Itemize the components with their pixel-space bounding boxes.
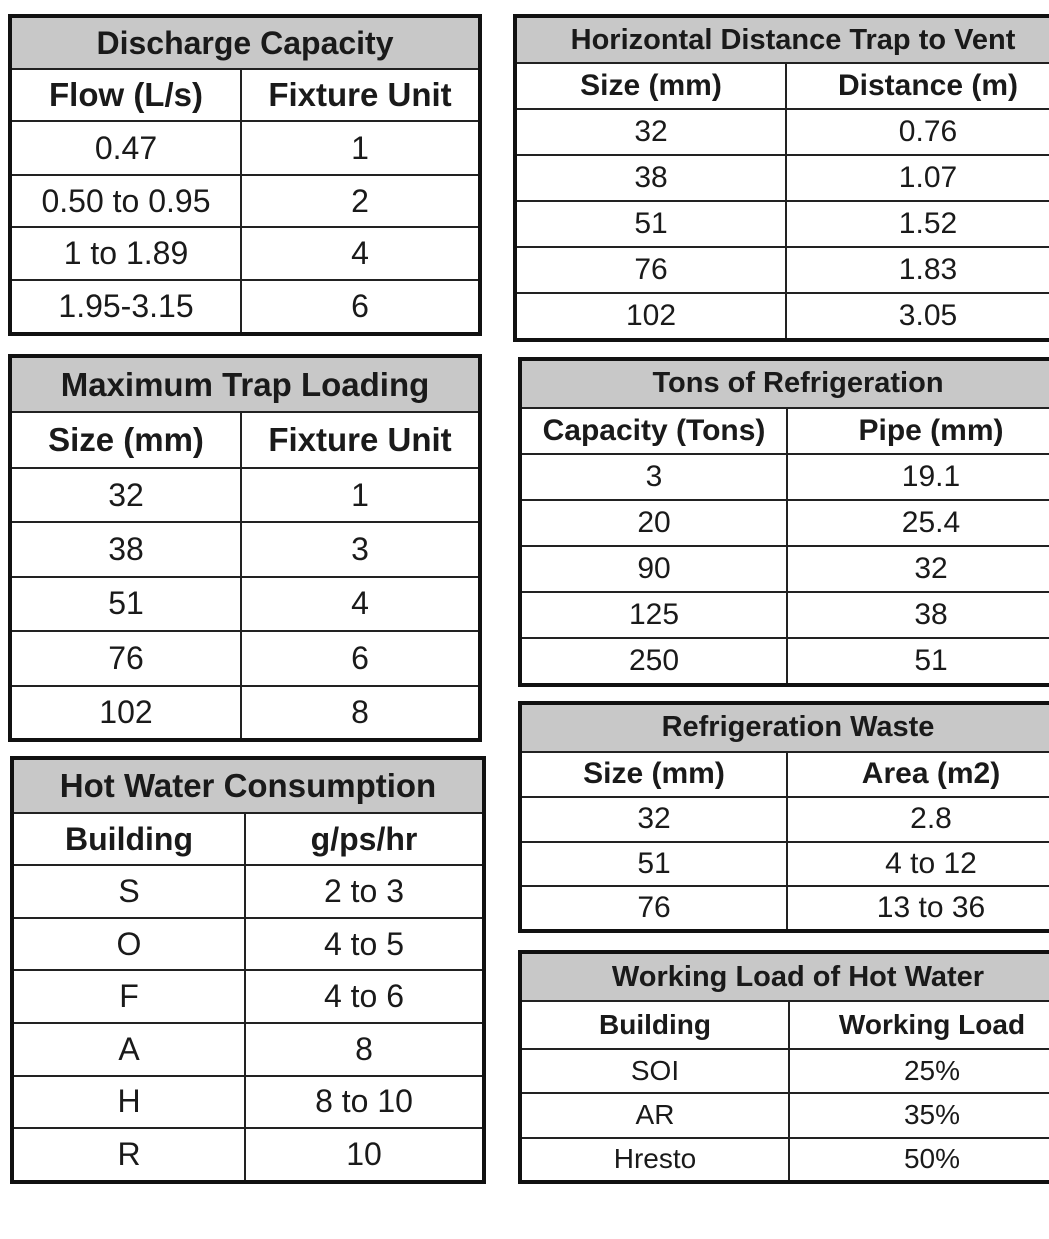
table-row [12, 687, 478, 738]
table-cell: 13 to 36 [876, 890, 986, 924]
table-cell: R [14, 1129, 246, 1180]
table-cell: 50% [903, 1143, 961, 1175]
table-title: Discharge Capacity [12, 18, 478, 70]
column-header: Working Load [838, 1008, 1026, 1040]
tons-of-refrigeration-table [518, 357, 1049, 687]
table-cell: 2.8 [910, 802, 952, 836]
table-cell: S [14, 866, 246, 917]
table-cell: 1 [351, 476, 369, 513]
table-cell: 8 [355, 1030, 373, 1067]
table-cell: 32 [12, 469, 242, 521]
table-row [517, 294, 1049, 338]
horizontal-distance-trap-to-vent-table [513, 14, 1049, 342]
table-cell: 2 to 3 [323, 873, 405, 910]
table-cell: 1 to 1.89 [12, 228, 242, 279]
table-cell: 76 [12, 632, 242, 684]
table-cell: SOI [522, 1050, 790, 1092]
table-cell: 32 [914, 551, 948, 585]
table-title: Horizontal Distance Trap to Vent [517, 18, 1049, 64]
table-row [522, 1050, 1049, 1094]
column-header: Pipe (mm) [858, 413, 1004, 447]
table-cell: 51 [914, 644, 948, 677]
table-cell: H [14, 1077, 246, 1128]
column-header: Capacity (Tons) [522, 409, 788, 453]
table-row [14, 1129, 482, 1180]
table-row [522, 593, 1049, 639]
table-row [522, 547, 1049, 593]
table-cell: F [14, 971, 246, 1022]
table-row [12, 469, 478, 523]
table-row [517, 156, 1049, 202]
table-row [12, 281, 478, 332]
table-cell: 6 [351, 639, 369, 676]
table-title: Hot Water Consumption [14, 760, 482, 814]
table-row [522, 1094, 1049, 1138]
table-cell: 32 [517, 110, 787, 154]
table-row [12, 523, 478, 577]
table-row [12, 578, 478, 632]
table-cell: 90 [522, 547, 788, 591]
table-row [12, 122, 478, 176]
table-cell: 6 [351, 287, 369, 324]
table-cell: 125 [522, 593, 788, 637]
table-cell: 102 [517, 294, 787, 338]
table-row [517, 202, 1049, 248]
table-row [14, 919, 482, 971]
table-row [522, 798, 1049, 843]
table-row [14, 1077, 482, 1130]
table-title: Refrigeration Waste [522, 705, 1049, 753]
table-row [517, 110, 1049, 156]
table-row [517, 248, 1049, 294]
table-cell: 3 [351, 530, 369, 567]
column-header: Building [14, 814, 246, 865]
hot-water-consumption-table [10, 756, 486, 1184]
table-title: Working Load of Hot Water [522, 954, 1049, 1002]
table-cell: 32 [522, 798, 788, 841]
table-header-row [14, 814, 482, 867]
discharge-capacity-table [8, 14, 482, 336]
table-cell: 51 [522, 843, 788, 885]
table-title: Maximum Trap Loading [12, 358, 478, 413]
table-cell: 38 [517, 156, 787, 200]
table-cell: 20 [522, 501, 788, 545]
working-load-of-hot-water-table [518, 950, 1049, 1184]
table-cell: 4 to 6 [323, 977, 405, 1014]
table-row [522, 639, 1049, 683]
table-cell: 76 [517, 248, 787, 292]
table-cell: 51 [517, 202, 787, 246]
table-cell: Hresto [522, 1139, 790, 1180]
table-cell: 8 [351, 693, 369, 730]
table-header-row [517, 64, 1049, 110]
table-cell: 0.47 [12, 122, 242, 174]
table-cell: 0.50 to 0.95 [12, 176, 242, 225]
table-cell: 0.76 [898, 115, 958, 148]
table-cell: 35% [903, 1099, 961, 1131]
table-cell: 4 [351, 585, 369, 622]
table-cell: 4 [351, 234, 369, 271]
column-header: g/ps/hr [310, 820, 418, 857]
maximum-trap-loading-table [8, 354, 482, 742]
table-row [522, 455, 1049, 501]
table-cell: 10 [346, 1136, 382, 1173]
table-row [14, 1024, 482, 1077]
table-cell: 51 [12, 578, 242, 630]
table-cell: 3.05 [898, 299, 958, 332]
table-header-row [12, 413, 478, 468]
table-cell: 250 [522, 639, 788, 683]
table-cell: 1 [351, 129, 369, 166]
table-cell: 4 to 5 [323, 925, 405, 962]
column-header: Fixture Unit [268, 421, 452, 459]
table-row [12, 176, 478, 227]
table-cell: 19.1 [901, 459, 961, 493]
column-header: Fixture Unit [268, 76, 452, 114]
column-header: Size (mm) [517, 64, 787, 108]
table-header-row [522, 753, 1049, 798]
table-cell: 38 [12, 523, 242, 575]
table-cell: AR [522, 1094, 790, 1136]
table-header-row [522, 409, 1049, 455]
table-row [522, 887, 1049, 929]
table-cell: 25% [903, 1054, 961, 1086]
table-cell: 3 [522, 455, 788, 499]
table-cell: 1.83 [898, 253, 958, 286]
table-row [12, 228, 478, 281]
refrigeration-waste-table [518, 701, 1049, 933]
table-row [14, 866, 482, 919]
table-row [522, 1139, 1049, 1180]
table-row [522, 843, 1049, 887]
table-cell: 2 [351, 182, 369, 219]
table-cell: 8 to 10 [315, 1083, 413, 1120]
table-cell: 1.95-3.15 [12, 281, 242, 332]
table-cell: 38 [914, 597, 948, 631]
column-header: Flow (L/s) [12, 70, 242, 120]
table-row [522, 501, 1049, 547]
table-header-row [12, 70, 478, 122]
table-header-row [522, 1002, 1049, 1049]
table-cell: 1.07 [898, 161, 958, 194]
column-header: Area (m2) [861, 757, 1001, 791]
table-cell: A [14, 1024, 246, 1075]
column-header: Building [522, 1002, 790, 1047]
table-row [14, 971, 482, 1024]
table-title: Tons of Refrigeration [522, 361, 1049, 409]
table-cell: 102 [12, 687, 242, 738]
table-cell: 4 to 12 [885, 846, 977, 880]
column-header: Distance (m) [837, 69, 1019, 102]
table-cell: 25.4 [901, 505, 961, 539]
table-cell: 1.52 [898, 207, 958, 240]
table-cell: 76 [522, 887, 788, 929]
column-header: Size (mm) [12, 413, 242, 466]
table-row [12, 632, 478, 686]
table-cell: O [14, 919, 246, 969]
column-header: Size (mm) [522, 753, 788, 796]
